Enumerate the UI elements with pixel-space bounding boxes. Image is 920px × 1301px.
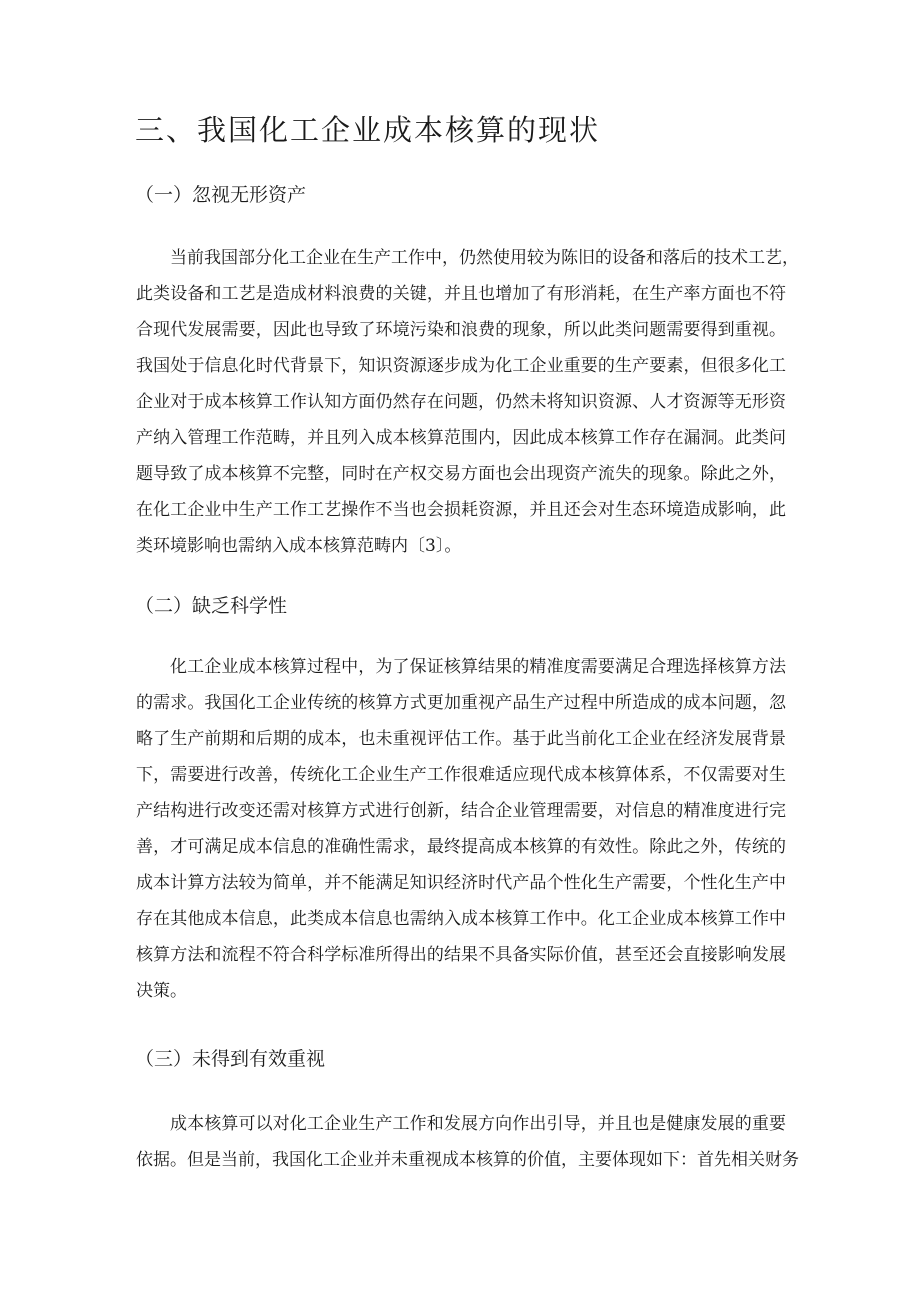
section-paragraph-2 (136, 649, 786, 1009)
paragraph-line: 题导致了成本核算不完整，同时在产权交易方面也会出现资产流失的现象。除此之外， (136, 464, 786, 484)
paragraph-line: 核算方法和流程不符合科学标准所得出的结果不具备实际价值，甚至还会直接影响发展 (136, 945, 786, 965)
paragraph-line: 的需求。我国化工企业传统的核算方式更加重视产品生产过程中所造成的成本问题，忽 (136, 693, 786, 713)
paragraph-line: 成本核算可以对化工企业生产工作和发展方向作出引导，并且也是健康发展的重要 (170, 1114, 786, 1134)
paragraph-line: 类环境影响也需纳入成本核算范畴内〔3〕。 (136, 536, 462, 556)
paragraph-line: 决策。 (136, 981, 187, 1001)
section-paragraph-3 (136, 1106, 799, 1178)
page-title: 三、我国化工企业成本核算的现状 (135, 113, 601, 147)
paragraph-line: 当前我国部分化工企业在生产工作中，仍然使用较为陈旧的设备和落后的技术工艺， (170, 248, 799, 268)
section-heading-2: （二）缺乏科学性 (135, 595, 288, 617)
paragraph-line: 企业对于成本核算工作认知方面仍然存在问题，仍然未将知识资源、人才资源等无形资 (136, 392, 786, 412)
paragraph-line: 产纳入管理工作范畴，并且列入成本核算范围内，因此成本核算工作存在漏洞。此类问 (136, 428, 786, 448)
section-paragraph-1 (136, 240, 799, 564)
paragraph-line: 在化工企业中生产工作工艺操作不当也会损耗资源，并且还会对生态环境造成影响，此 (136, 500, 786, 520)
section-heading-1: （一）忽视无形资产 (135, 184, 307, 206)
paragraph-line: 略了生产前期和后期的成本，也未重视评估工作。基于此当前化工企业在经济发展背景 (136, 729, 786, 749)
paragraph-line: 我国处于信息化时代背景下，知识资源逐步成为化工企业重要的生产要素，但很多化工 (136, 356, 786, 376)
paragraph-line: 善，才可满足成本信息的准确性需求，最终提高成本核算的有效性。除此之外，传统的 (136, 837, 786, 857)
paragraph-line: 化工企业成本核算过程中，为了保证核算结果的精准度需要满足合理选择核算方法 (170, 657, 786, 677)
paragraph-line: 依据。但是当前，我国化工企业并未重视成本核算的价值，主要体现如下：首先相关财务 (136, 1150, 799, 1170)
paragraph-line: 成本计算方法较为简单，并不能满足知识经济时代产品个性化生产需要，个性化生产中 (136, 873, 786, 893)
paragraph-line: 合现代发展需要，因此也导致了环境污染和浪费的现象，所以此类问题需要得到重视。 (136, 320, 786, 340)
section-heading-3: （三）未得到有效重视 (135, 1048, 326, 1070)
paragraph-line: 此类设备和工艺是造成材料浪费的关键，并且也增加了有形消耗，在生产率方面也不符 (136, 284, 786, 304)
paragraph-line: 产结构进行改变还需对核算方式进行创新，结合企业管理需要，对信息的精准度进行完 (136, 801, 786, 821)
paragraph-line: 存在其他成本信息，此类成本信息也需纳入成本核算工作中。化工企业成本核算工作中 (136, 909, 786, 929)
paragraph-line: 下，需要进行改善，传统化工企业生产工作很难适应现代成本核算体系，不仅需要对生 (136, 765, 786, 785)
